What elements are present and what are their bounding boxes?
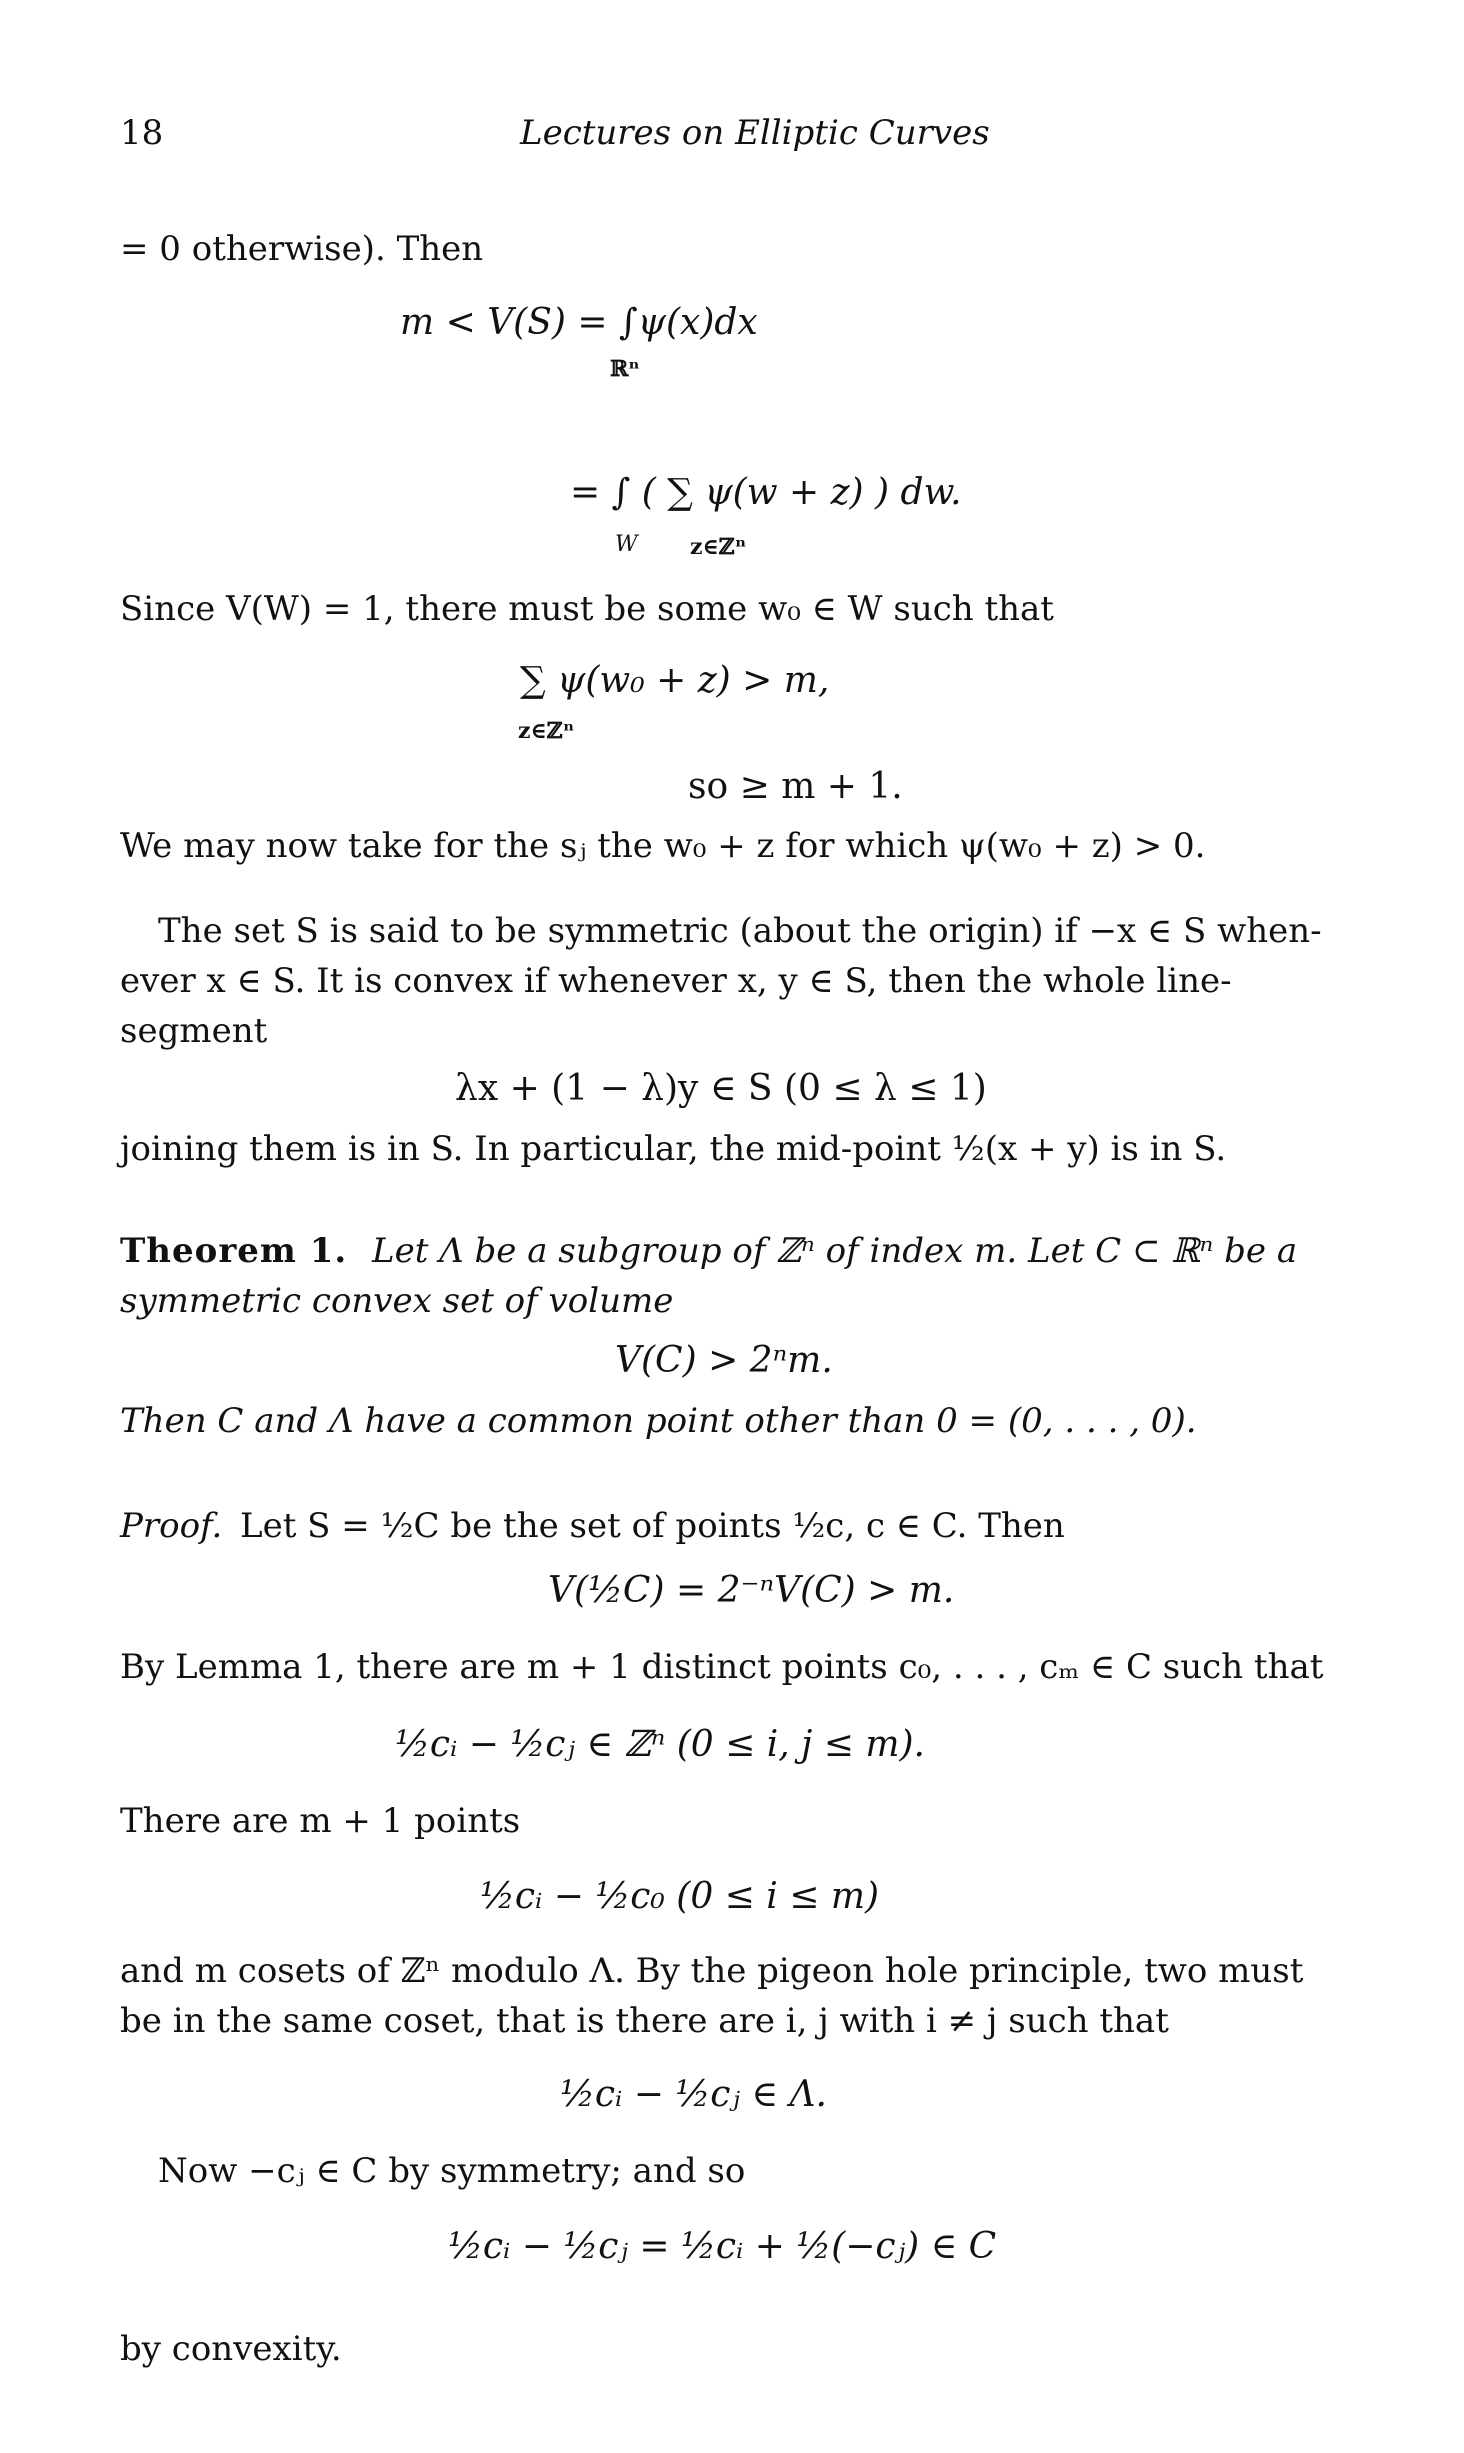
theorem-text: Then C and Λ have a common point other than 0 = (0, . . . , 0). bbox=[120, 1401, 1197, 1441]
running-title: Lectures on Elliptic Curves bbox=[520, 113, 990, 153]
equation-integral-volume: m < V(S) = ∫ψ(x)dx bbox=[400, 302, 758, 343]
proof-text: by convexity. bbox=[120, 2329, 342, 2369]
equation-coset: ½cᵢ − ½cⱼ ∈ Λ. bbox=[560, 2074, 827, 2115]
text-line: = 0 otherwise). Then bbox=[120, 229, 484, 269]
proof-text: and m cosets of ℤⁿ modulo Λ. By the pigeon hole principle, two must bbox=[120, 1951, 1304, 1991]
equation-integral-sum: = ∫ ( ∑ ψ(w + z) ) dw. bbox=[570, 472, 962, 513]
equation-volume-bound: V(C) > 2ⁿm. bbox=[615, 1340, 833, 1381]
equation-subscript: z∈ℤⁿ bbox=[690, 534, 747, 560]
proof-text: There are m + 1 points bbox=[120, 1801, 521, 1841]
equation-convexity: ½cᵢ − ½cⱼ = ½cᵢ + ½(−cⱼ) ∈ C bbox=[448, 2226, 997, 2267]
equation-subscript: ℝⁿ bbox=[610, 356, 640, 382]
proof-label: Proof. bbox=[120, 1506, 223, 1546]
theorem-text: symmetric convex set of volume bbox=[120, 1281, 674, 1321]
equation-subscript: W bbox=[615, 532, 638, 557]
equation-points: ½cᵢ − ½c₀ (0 ≤ i ≤ m) bbox=[480, 1876, 880, 1917]
text-line: ever x ∈ S. It is convex if whenever x, y ∈ S, then the whole line- bbox=[120, 961, 1232, 1001]
text-line: Since V(W) = 1, there must be some w₀ ∈ W such that bbox=[120, 589, 1054, 629]
proof-text: Let S = ½C be the set of points ½c, c ∈ C. Then bbox=[240, 1506, 1065, 1546]
theorem-text: Let Λ be a subgroup of ℤⁿ of index m. Let C ⊂ ℝⁿ be a bbox=[372, 1231, 1298, 1271]
equation-so-bound: so ≥ m + 1. bbox=[688, 766, 903, 807]
equation-half-volume: V(½C) = 2⁻ⁿV(C) > m. bbox=[548, 1570, 955, 1611]
text-line: We may now take for the sⱼ the w₀ + z for which ψ(w₀ + z) > 0. bbox=[120, 826, 1206, 866]
text-line: joining them is in S. In particular, the mid-point ½(x + y) is in S. bbox=[120, 1129, 1227, 1169]
theorem-label: Theorem 1. bbox=[120, 1231, 348, 1271]
equation-line-segment: λx + (1 − λ)y ∈ S (0 ≤ λ ≤ 1) bbox=[455, 1068, 987, 1109]
equation-subscript: z∈ℤⁿ bbox=[518, 718, 575, 744]
text-line: The set S is said to be symmetric (about the origin) if −x ∈ S when- bbox=[158, 911, 1322, 951]
equation-sum-inequality: ∑ ψ(w₀ + z) > m, bbox=[520, 660, 830, 701]
proof-text: be in the same coset, that is there are i, j with i ≠ j such that bbox=[120, 2001, 1169, 2041]
proof-text: By Lemma 1, there are m + 1 distinct points c₀, . . . , cₘ ∈ C such that bbox=[120, 1647, 1324, 1687]
text-line: segment bbox=[120, 1011, 268, 1051]
page-number: 18 bbox=[120, 113, 164, 153]
equation-lattice-difference: ½cᵢ − ½cⱼ ∈ ℤⁿ (0 ≤ i, j ≤ m). bbox=[395, 1724, 925, 1765]
proof-text: Now −cⱼ ∈ C by symmetry; and so bbox=[158, 2151, 746, 2191]
